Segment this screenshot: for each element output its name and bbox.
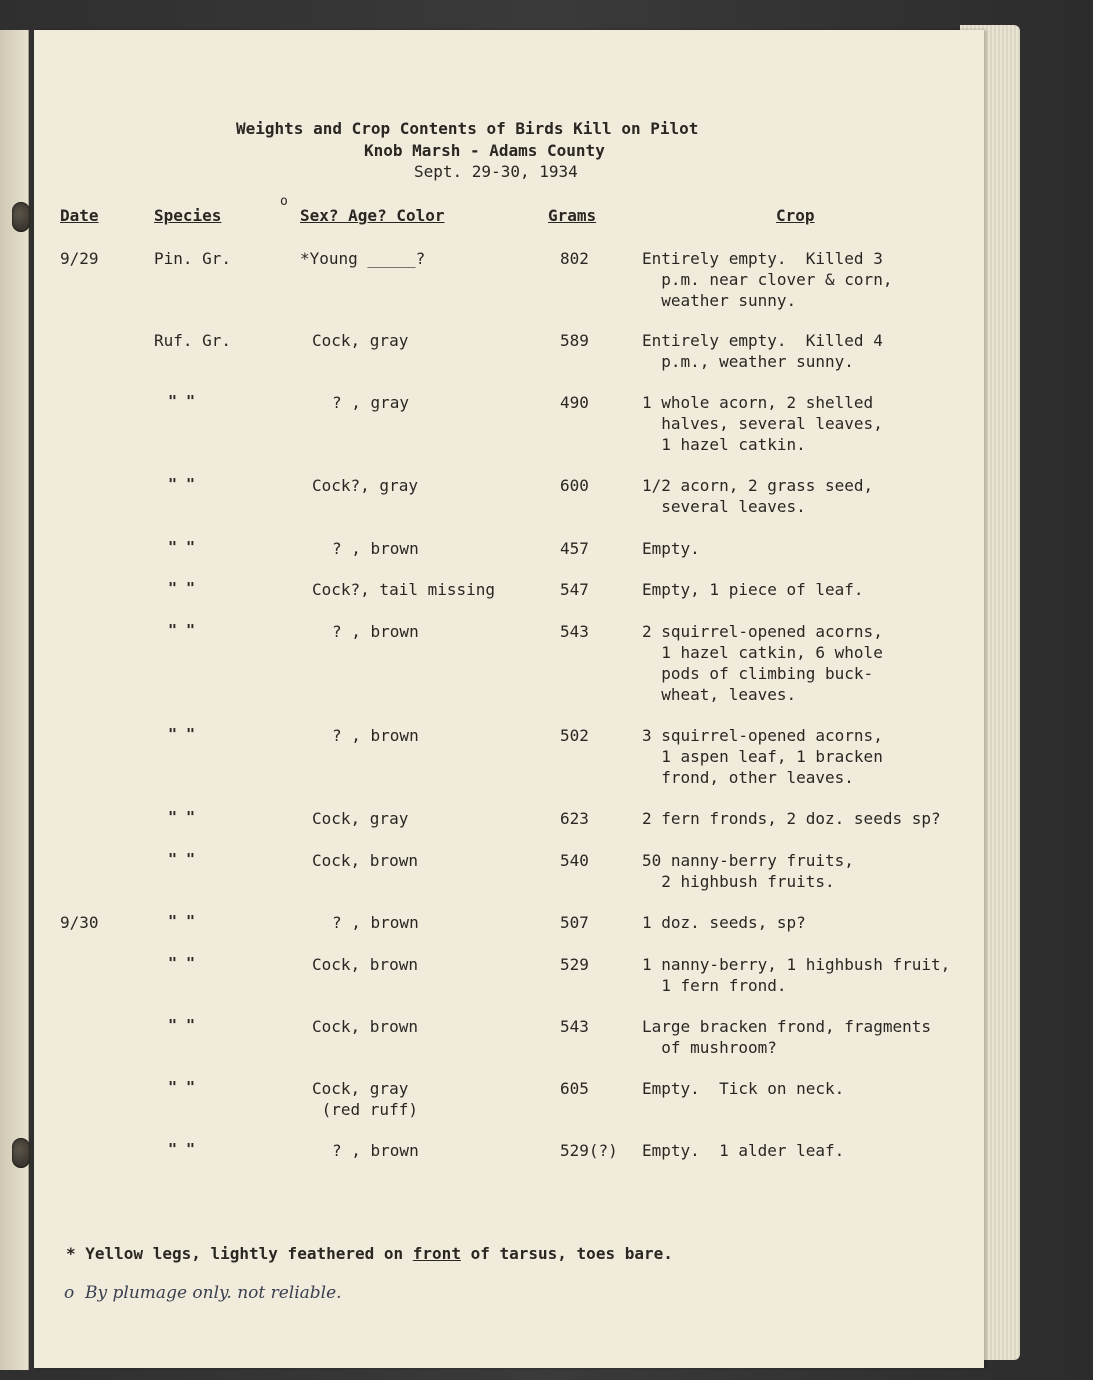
- row-crop: 1 nanny-berry, 1 highbush fruit, 1 fern frond.: [642, 955, 951, 995]
- column-header-sex: Sex? Age? Color: [300, 206, 445, 225]
- row-species: " ": [168, 850, 196, 868]
- row-date: 9/30: [60, 913, 99, 932]
- row-grams: 623: [560, 809, 589, 828]
- binder-hole-bottom: [12, 1138, 30, 1168]
- row-crop: 2 fern fronds, 2 doz. seeds sp?: [642, 809, 941, 828]
- column-header-species: Species: [154, 206, 222, 225]
- row-grams: 502: [560, 726, 589, 745]
- row-grams: 543: [560, 622, 589, 641]
- row-species: Pin. Gr.: [154, 249, 232, 268]
- row-sex: ? , brown: [332, 913, 419, 932]
- row-grams: 529(?): [560, 1141, 618, 1160]
- row-grams: 605: [560, 1079, 589, 1098]
- row-crop: Entirely empty. Killed 3 p.m. near clover & corn, weather sunny.: [642, 249, 893, 310]
- row-sex: Cock, gray: [312, 331, 409, 350]
- column-header-date: Date: [60, 206, 99, 225]
- row-species: " ": [168, 1016, 196, 1034]
- column-header-grams: Grams: [548, 206, 597, 225]
- row-grams: 457: [560, 539, 589, 558]
- row-grams: 540: [560, 851, 589, 870]
- row-species: " ": [168, 538, 196, 556]
- row-species: Ruf. Gr.: [154, 331, 232, 350]
- row-crop: Large bracken frond, fragments of mushroom?: [642, 1017, 931, 1057]
- row-species: " ": [168, 1140, 196, 1158]
- row-crop: Empty.: [642, 539, 700, 558]
- row-sex: Cock, gray (red ruff): [312, 1079, 418, 1119]
- row-species: " ": [168, 725, 196, 743]
- binder-hole-top: [12, 202, 30, 232]
- footnote-suffix: of tarsus, toes bare.: [460, 1244, 673, 1263]
- row-grams: 529: [560, 955, 589, 974]
- row-sex: Cock, brown: [312, 1017, 418, 1036]
- row-sex: Cock?, gray: [312, 476, 418, 495]
- row-sex: ? , brown: [332, 622, 419, 641]
- row-crop: 1 doz. seeds, sp?: [642, 913, 806, 932]
- row-species: " ": [168, 475, 196, 493]
- footnote: [66, 1244, 673, 1263]
- row-crop: Entirely empty. Killed 4 p.m., weather sunny.: [642, 331, 883, 371]
- row-species: " ": [168, 579, 196, 597]
- row-sex: Cock?, tail missing: [312, 580, 496, 599]
- row-grams: 543: [560, 1017, 589, 1036]
- row-sex: ? , brown: [332, 726, 419, 745]
- row-crop: 1 whole acorn, 2 shelled halves, several leaves, 1 hazel catkin.: [642, 393, 883, 454]
- row-date: 9/29: [60, 249, 99, 268]
- row-grams: 600: [560, 476, 589, 495]
- row-species: " ": [168, 808, 196, 826]
- row-crop: Empty, 1 piece of leaf.: [642, 580, 864, 599]
- row-sex: Cock, brown: [312, 955, 418, 974]
- row-sex: ? , gray: [332, 393, 410, 412]
- row-grams: 589: [560, 331, 589, 350]
- row-species: " ": [168, 954, 196, 972]
- page-title: Weights and Crop Contents of Birds Kill on Pilot: [236, 119, 699, 138]
- row-grams: 547: [560, 580, 589, 599]
- row-crop: 3 squirrel-opened acorns, 1 aspen leaf, 1 bracken frond, other leaves.: [642, 726, 883, 787]
- degree-mark: o: [280, 194, 288, 209]
- row-crop: 1/2 acorn, 2 grass seed, several leaves.: [642, 476, 874, 516]
- row-species: " ": [168, 912, 196, 930]
- row-species: " ": [168, 621, 196, 639]
- page-dates: Sept. 29-30, 1934: [414, 162, 578, 181]
- footnote-underlined: front: [412, 1244, 461, 1263]
- row-grams: 507: [560, 913, 589, 932]
- row-grams: 490: [560, 393, 589, 412]
- row-sex: *Young _____?: [300, 249, 426, 268]
- row-sex: Cock, brown: [312, 851, 418, 870]
- row-species: " ": [168, 1078, 196, 1096]
- row-grams: 802: [560, 249, 589, 268]
- column-header-crop: Crop: [776, 206, 815, 225]
- footnote-prefix: * Yellow legs, lightly feathered on: [66, 1244, 413, 1263]
- row-sex: ? , brown: [332, 1141, 419, 1160]
- page-subtitle: Knob Marsh - Adams County: [364, 141, 605, 160]
- row-sex: ? , brown: [332, 539, 419, 558]
- handwritten-note: o By plumage only. not reliable.: [64, 1283, 342, 1303]
- row-crop: 2 squirrel-opened acorns, 1 hazel catkin, 6 whole pods of climbing buck- wheat, leaves.: [642, 622, 883, 704]
- row-sex: Cock, gray: [312, 809, 409, 828]
- document-page: [34, 30, 984, 1368]
- row-crop: 50 nanny-berry fruits, 2 highbush fruits.: [642, 851, 854, 891]
- row-crop: Empty. Tick on neck.: [642, 1079, 845, 1098]
- row-crop: Empty. 1 alder leaf.: [642, 1141, 845, 1160]
- row-species: " ": [168, 392, 196, 410]
